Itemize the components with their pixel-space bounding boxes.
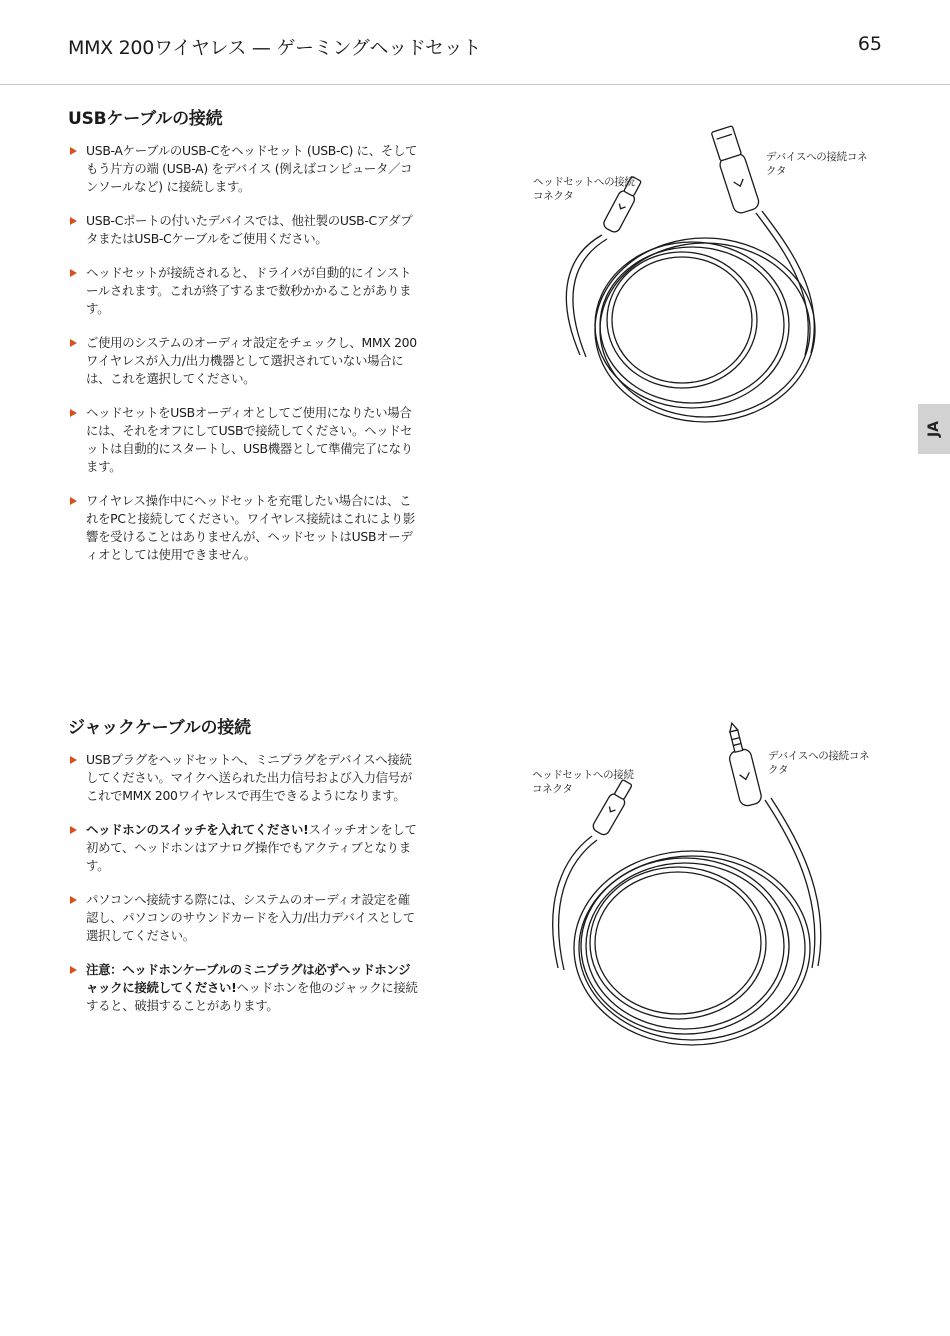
bullet-arrow-icon	[70, 147, 77, 155]
list-item: ヘッドセットが接続されると、ドライバが自動的にインストールされます。これが終了するまで数秒かかることがあります。	[68, 264, 418, 318]
list-item: 注意：ヘッドホンケーブルのミニプラグは必ずヘッドホンジャックに接続してください!ヘッドホンを他のジャックに接続すると、破損することがあります。	[68, 961, 418, 1015]
list-item: USB-AケーブルのUSB-Cをヘッドセット (USB-C) に、そしてもう片方の端 (USB-A) をデバイス (例えばコンピュータ／コンソールなど) に接続します。	[68, 142, 418, 196]
bullet-arrow-icon	[70, 966, 77, 974]
page-number: 65	[857, 33, 882, 55]
bullet-arrow-icon	[70, 339, 77, 347]
jack-cable-illustration	[520, 718, 880, 1058]
usb-bullet-list	[68, 142, 418, 580]
bullet-arrow-icon	[70, 826, 77, 834]
bullet-arrow-icon	[70, 497, 77, 505]
bullet-arrow-icon	[70, 896, 77, 904]
callout-headset-connector: ヘッドセットへの接続コネクタ	[532, 769, 634, 795]
list-item: USB‐Cポートの付いたデバイスでは、他社製のUSB‐CアダプタまたはUSB‐Cケーブルをご使用ください。	[68, 212, 418, 248]
list-item: ヘッドセットをUSBオーディオとしてご使用になりたい場合には、それをオフにしてUSBで接続してください。ヘッドセットは自動的にスタートし、USB機器として準備完了になります。	[68, 404, 418, 476]
list-item: USBプラグをヘッドセットへ、ミニプラグをデバイスへ接続してください。マイクへ送られた出力信号および入力信号がこれでMMX 200ワイヤレスで再生できるようになります。	[68, 751, 418, 805]
list-item: ヘッドホンのスイッチを入れてください!スイッチオンをして初めて、ヘッドホンはアナログ操作でもアクティブとなります。	[68, 821, 418, 875]
jack-bullet-list	[68, 751, 418, 1031]
callout-device-connector: デバイスへの接続コネクタ	[768, 750, 870, 776]
callout-headset-connector: ヘッドセットへの接続コネクタ	[533, 176, 635, 202]
usb-cable-illustration	[520, 125, 880, 435]
list-item: ワイヤレス操作中にヘッドセットを充電したい場合には、これをPCと接続してください。ワイヤレス接続はこれにより影響を受けることはありませんが、ヘッドセットはUSBオーディオとしては使用できません。	[68, 492, 418, 564]
usb-section-heading: USBケーブルの接続	[68, 109, 223, 129]
list-item: パソコンへ接続する際には、システムのオーディオ設定を確認し、パソコンのサウンドカードを入力/出力デバイスとして選択してください。	[68, 891, 418, 945]
bullet-arrow-icon	[70, 409, 77, 417]
bullet-arrow-icon	[70, 269, 77, 277]
bullet-arrow-icon	[70, 756, 77, 764]
page-header	[0, 0, 950, 85]
header-title: MMX 200ワイヤレス — ゲーミングヘッドセット	[68, 37, 482, 59]
jack-section-heading: ジャックケーブルの接続	[68, 718, 251, 738]
language-tab-label: JA	[925, 420, 942, 438]
language-tab	[918, 404, 950, 454]
bullet-arrow-icon	[70, 217, 77, 225]
callout-device-connector: デバイスへの接続コネクタ	[766, 151, 868, 177]
list-item: ご使用のシステムのオーディオ設定をチェックし、MMX 200ワイヤレスが入力/出力機器として選択されていない場合には、これを選択してください。	[68, 334, 418, 388]
